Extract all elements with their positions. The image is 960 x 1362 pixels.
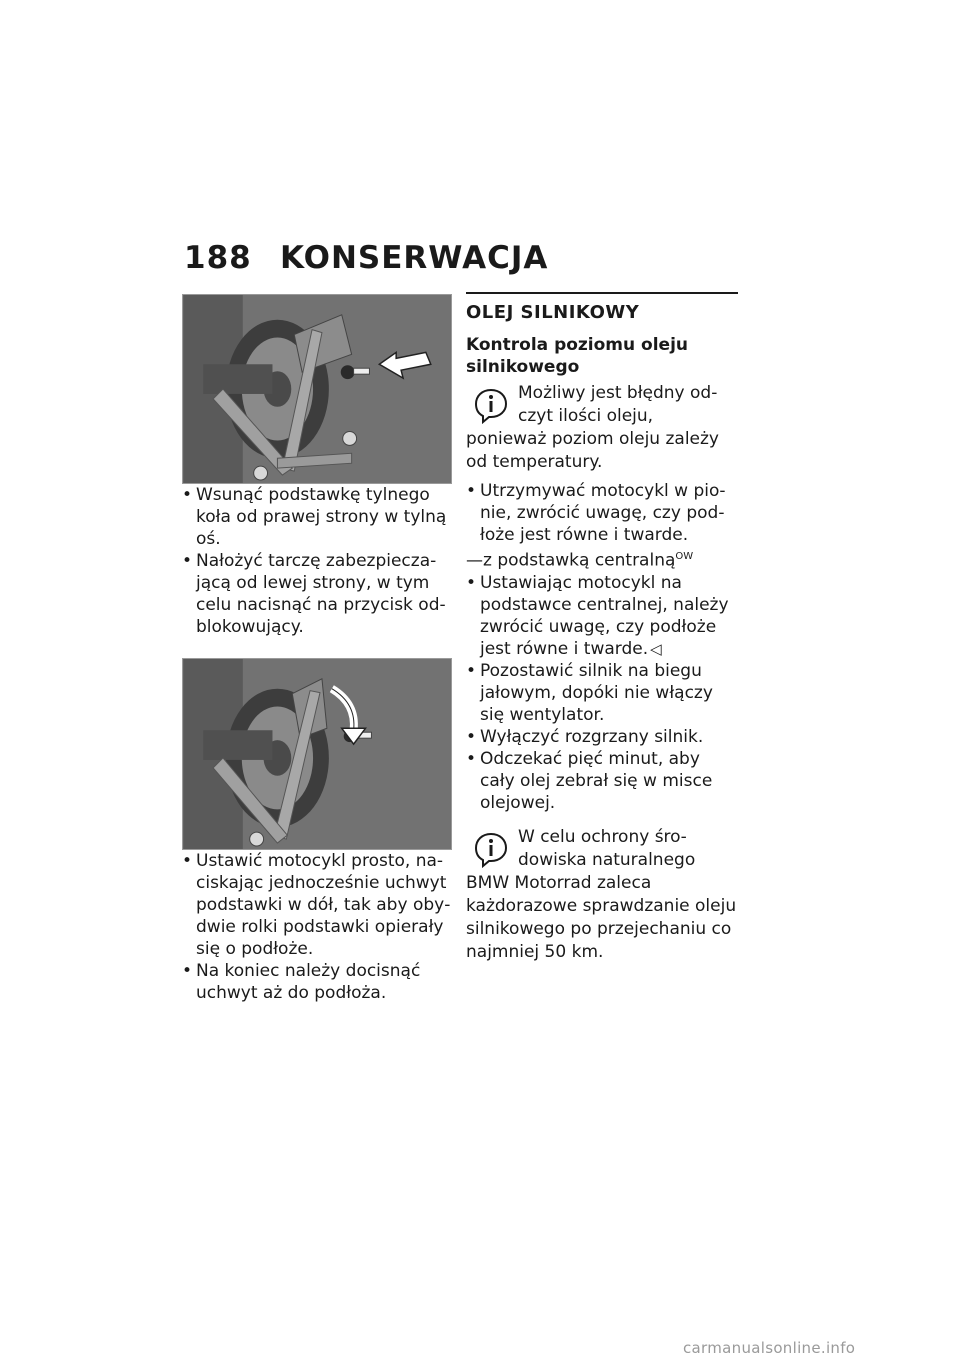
list-item: • Utrzymywać motocykl w pionie, zwrócić uwagę, czy podłoże jest równe i twarde.	[466, 480, 738, 546]
option-code: OW	[675, 551, 694, 562]
left-column	[182, 294, 454, 1004]
steps-list-3	[466, 480, 738, 546]
list-item: • Na koniec należy docisnąć uchwyt aż do podłoża.	[182, 960, 454, 1004]
list-item: • Ustawić motocykl prosto, naciskając jednocześnie uchwyt podstawki w dół, tak aby obydwie rolki podstawki opierały się o podłoże.	[182, 850, 454, 960]
info-icon	[474, 832, 508, 868]
end-mark-icon: ◁	[650, 639, 662, 658]
figure-rear-stand-insert	[182, 294, 452, 484]
note-text: W celu ochrony środowiska naturalnego BMW Motorrad zaleca każdorazowe sprawdzanie oleju silnikowego po przejechaniu co najmniej 50 km.	[466, 826, 737, 962]
note-text: Możliwy jest błędny odczyt ilości oleju, ponieważ poziom oleju zależy od temperatury.	[466, 383, 719, 472]
page-number: 188	[184, 240, 252, 276]
option-text: —z podstawką centralną	[466, 550, 676, 571]
list-item: • Pozostawić silnik na biegu jałowym, dopóki nie włączy się wentylator.	[466, 660, 738, 726]
list-item: • Ustawiając motocykl na podstawce centralnej, należy zwrócić uwagę, czy podłoże jest równe i twarde. ◁	[466, 572, 738, 660]
page-header	[184, 240, 548, 276]
steps-list-5	[466, 660, 738, 814]
info-note-1	[466, 382, 738, 474]
steps-list-1	[182, 484, 454, 638]
subsection-title: Kontrola poziomu oleju silnikowego	[466, 335, 689, 377]
stand-lift-illustration	[183, 659, 451, 849]
info-note-2	[466, 826, 738, 964]
steps-list-2	[182, 850, 454, 1004]
section-title: OLEJ SILNIKOWY	[466, 302, 640, 323]
option-line	[466, 546, 738, 572]
info-icon	[474, 388, 508, 424]
list-item: • Wsunąć podstawkę tylnego koła od prawej strony w tylną oś.	[182, 484, 454, 550]
figure-stand-lift	[182, 658, 452, 850]
right-column	[466, 292, 738, 964]
steps-list-4	[466, 572, 738, 660]
list-item: • Odczekać pięć minut, aby cały olej zebrał się w misce olejowej.	[466, 748, 738, 814]
list-item: • Nałożyć tarczę zabezpieczającą od lewej strony, w tym celu nacisnąć na przycisk odblokowujący.	[182, 550, 454, 638]
rear-stand-illustration	[183, 295, 451, 483]
list-item: • Wyłączyć rozgrzany silnik.	[466, 726, 738, 748]
watermark: carmanualsonline.info	[683, 1339, 856, 1357]
chapter-title: KONSERWACJA	[280, 240, 549, 276]
section-divider	[466, 292, 738, 294]
